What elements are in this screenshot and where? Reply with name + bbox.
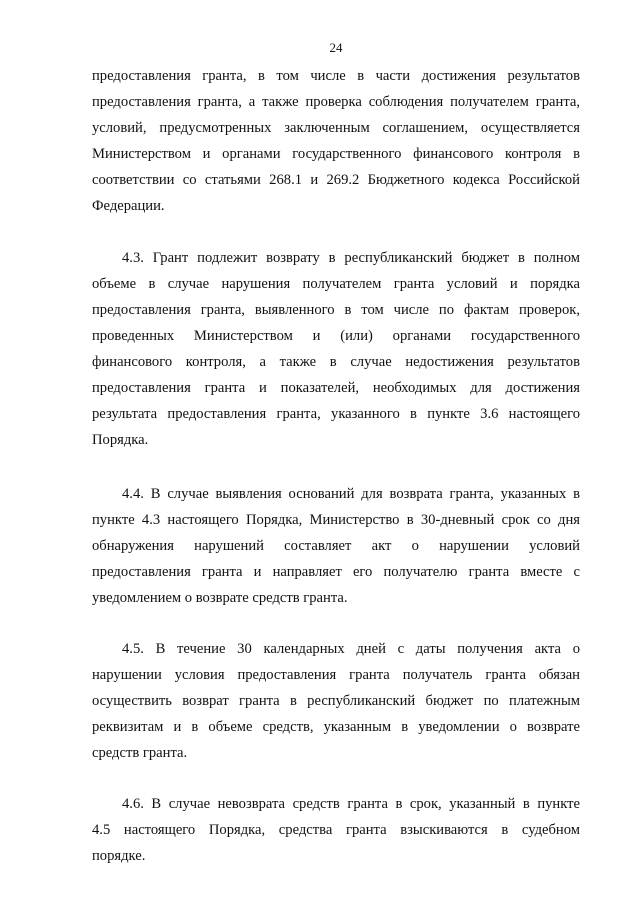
paragraph-line: 4.5 настоящего Порядка, средства гранта взыскиваются в судебном (92, 822, 580, 838)
paragraph-line: предоставления гранта, а также проверка соблюдения получателем гранта, (92, 94, 580, 110)
page-number: 24 (329, 40, 343, 55)
paragraph-line: 4.3. Грант подлежит возврату в республиканский бюджет в полном (122, 250, 580, 266)
paragraph-line: предоставления гранта и показателей, необходимых для достижения (92, 380, 580, 396)
paragraph-line: реквизитам и в объеме средств, указанным в уведомлении о возврате (92, 719, 580, 735)
paragraph-4-5 (92, 636, 580, 766)
paragraph-line: Порядка. (92, 432, 149, 448)
paragraph-line: осуществить возврат гранта в республиканский бюджет по платежным (92, 693, 580, 709)
paragraph-line: обнаружения нарушений составляет акт о нарушении условий (92, 538, 580, 554)
paragraph-line: средств гранта. (92, 745, 188, 761)
paragraph-line: 4.4. В случае выявления оснований для возврата гранта, указанных в (122, 486, 580, 502)
paragraph-line: порядке. (92, 848, 146, 864)
paragraph-line: предоставления гранта, выявленного в том числе по фактам проверок, (92, 302, 580, 318)
paragraph-line: уведомлением о возврате средств гранта. (92, 590, 348, 606)
paragraph-line: объеме в случае нарушения получателем гранта условий и порядка (92, 276, 580, 292)
paragraph-line: проведенных Министерством и (или) органами государственного (92, 328, 580, 344)
paragraph-continuation (92, 63, 580, 219)
paragraph-line: нарушении условия предоставления гранта получатель гранта обязан (92, 667, 580, 683)
paragraph-line: Министерством и органами государственного финансового контроля в (92, 146, 580, 162)
paragraph-line: финансового контроля, а также в случае недостижения результатов (92, 354, 580, 370)
paragraph-line: 4.5. В течение 30 календарных дней с даты получения акта о (122, 641, 580, 657)
paragraph-line: условий, предусмотренных заключенным соглашением, осуществляется (92, 120, 580, 136)
paragraph-line: Федерации. (92, 198, 165, 214)
paragraph-line: 4.6. В случае невозврата средств гранта в срок, указанный в пункте (122, 796, 580, 812)
paragraph-line: предоставления гранта, в том числе в части достижения результатов (92, 68, 580, 84)
paragraph-line: предоставления гранта и направляет его получателю гранта вместе с (92, 564, 580, 580)
paragraph-line: результата предоставления гранта, указанного в пункте 3.6 настоящего (92, 406, 580, 422)
paragraph-line: пункте 4.3 настоящего Порядка, Министерство в 30-дневный срок со дня (92, 512, 580, 528)
paragraph-4-4 (92, 481, 580, 611)
paragraph-4-3 (92, 245, 580, 453)
paragraph-line: соответствии со статьями 268.1 и 269.2 Бюджетного кодекса Российской (92, 172, 580, 188)
paragraph-4-6 (92, 791, 580, 869)
